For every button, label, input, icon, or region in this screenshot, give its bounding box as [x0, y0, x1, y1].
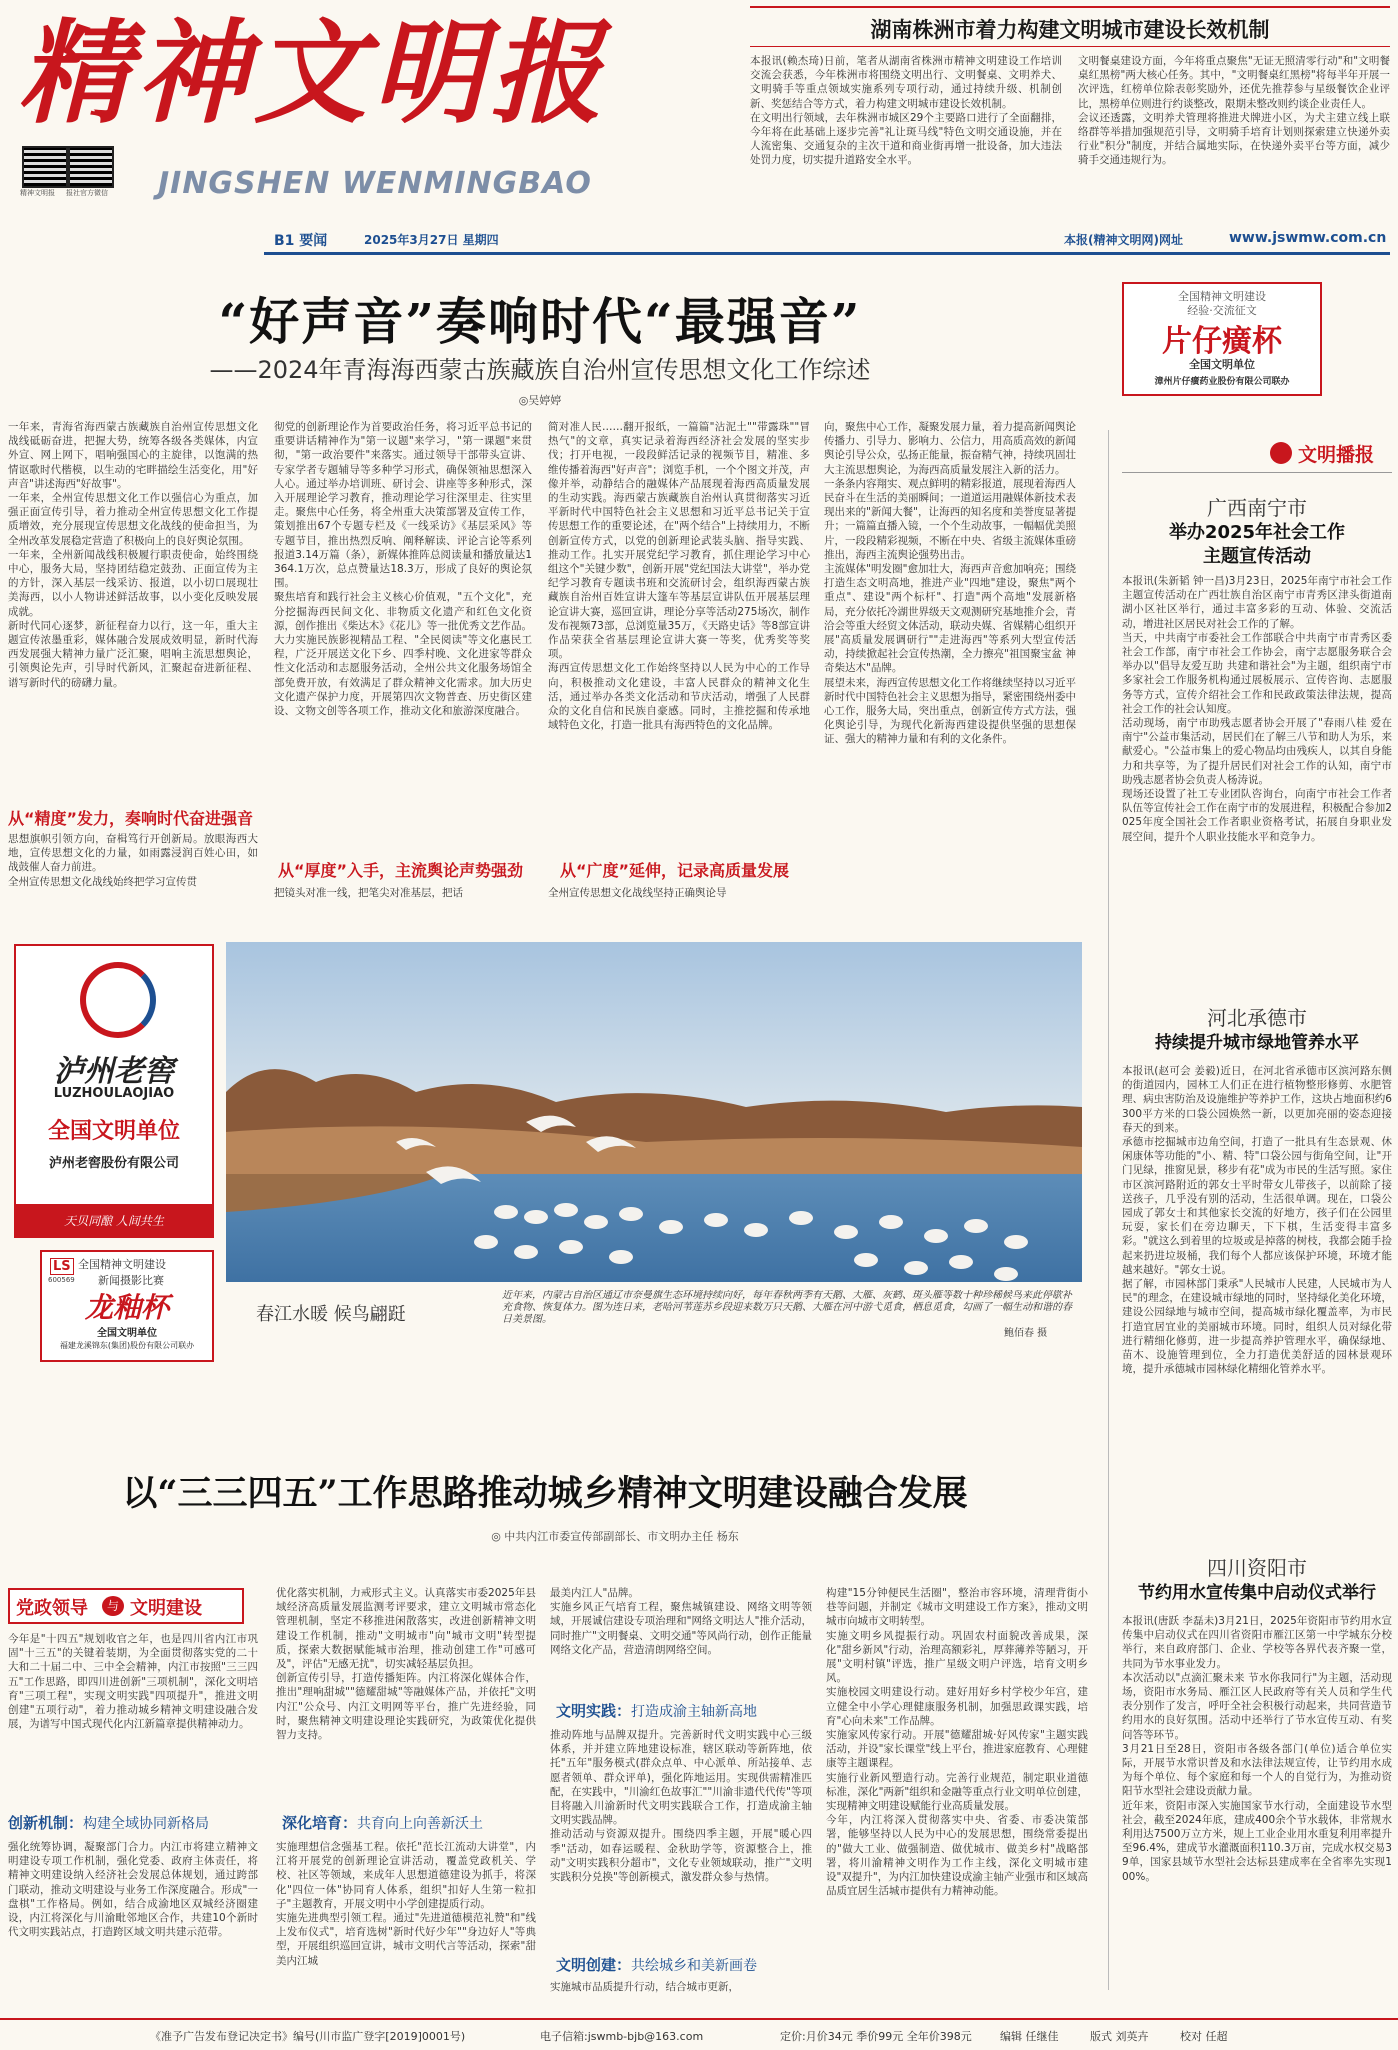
lead-col3b: 全州宣传思想文化战线坚持正确舆论导 — [548, 887, 727, 899]
masthead — [0, 0, 740, 201]
footer — [0, 2018, 1398, 2050]
footer-proof: 校对 任超 — [1180, 2030, 1228, 2043]
masthead-title: 精神文明报 — [18, 8, 608, 139]
photo-caption-title: 春江水暖 候鸟翩跹 — [256, 1304, 406, 1325]
top-story-col1: 本报讯(赖杰琦)日前，笔者从湖南省株洲市精神文明建设工作培训交流会获悉，今年株洲市将围绕文明出行、文明餐桌、文明养犬、文明骑手等重点领域实施系列专项行动，通过持续升级、机制创新、奖惩结合等方式，着力构建文明城市建设长效机制。 在文明出行领域，去年株洲市城区29个主要路口进行了全面翻排，今年将在此基础上逐步完善"礼让斑马线"特色文明交通设施，并在人流密集、交通复杂的主次干道和商业街再增一批设备，加大违法处罚力度，切实提升道路安全水平。 — [750, 55, 1062, 167]
second-subhead-1a: 创新机制： — [8, 1814, 84, 1832]
br3-title2: 节约用水宣传集中启动仪式举行 — [1138, 1583, 1376, 1603]
br1-title1: 广西南宁市 — [1207, 496, 1307, 520]
luzhou-company: 泸州老窖股份有限公司 — [48, 1156, 179, 1171]
top-story-title: 湖南株洲市着力构建文明城市建设长效机制 — [870, 18, 1270, 42]
lead-byline: ◎吴婷婷 — [518, 394, 562, 407]
br2-text: 本报讯(赵可会 姜毅)近日，在河北省承德市区滨河路东侧的街道园内，园林工人们正在进行植物整形修剪、水肥管理、病虫害防治及设施维护等养护工作，这块占地面积约6300平方米的口袋公园焕然一新，以更加亮丽的姿态迎接春天的到来。 承德市挖掘城市边角空间，打造了一批具有生态景观、休闲康体等功能的"小、精、特"口袋公园与街角空间，让"开门见绿，推窗见景，移步有花"成为市民的生活写照。家住市区滨河路附近的郭女士平时带女儿带孩子，以前除了接送孩子，几乎没有别的活动，生活很单调。现在，口袋公园成了郭女士和其他家长交流的好地方，孩子们在公园里玩耍，家长们在旁边聊天，下下棋，生活变得丰富多彩。"就这么到着里的垃圾或是掉落的树枝，我都会随手捡起来扔进垃圾桶，我们每个人都应该保护环境，环境才能越来越好。"郭女士说。 据了解，市园林部门秉承"人民城市人民建，人民城市为人民"的理念，在建设城市绿地的同时，坚持绿化美化环境，建设公园绿地与城市空间，提高城市绿化覆盖率，为市民打造宜居宜业的美丽城市环境。同时，组织人员对绿化带进行精细化修剪，进一步提高养护管理水平，确保绿地、苗木、设施管理到位，全力打造优美舒适的园林景观环境，提升承德城市园林绿化精细化管养水平。 — [1122, 1065, 1392, 1376]
section-label: B1 要闻 — [274, 233, 328, 249]
lead-col1b: 思想旗帜引领方向，奋楫笃行开创新局。放眼海西大地，宣传思想文化的力量，如雨露浸润百姓心田，如战鼓催人奋力前进。 全州宣传思想文化战线始终把学习宣传贯 — [8, 833, 258, 888]
ad1-line1: 全国精神文明建设 — [1178, 290, 1266, 303]
second-col3b: 推动阵地与品牌双提升。完善新时代文明实践中心三级体系，并并建立阵地建设标准，辖区联动等新阵地，依托"五年"服务模式(群众点单、中心派单、所站接单、志愿者领单、群众评单)，强化阵地运用。实现供需精准匹配，在实践中，"川渝红色故事汇""川渝非遗代代传"等项目将融入川渝新时代文明实践联合工作，打造成渝主轴文明实践品牌。 推动活动与资源双提升。围绕四季主题，开展"暖心四季"活动，如春运暖程、金秋助学等，资源整合上，推动"文明实践积分超市"，文化专业领域联动，推广"文明实践积分兑换"等创新模式，激发群众参与热情。 — [550, 1729, 812, 1884]
br3-text: 本报讯(唐跃 李磊未)3月21日，2025年资阳市节约用水宣传集中启动仪式在四川省资阳市雁江区第一中学城东分校举行，来自政府部门、企业、学校等各界代表齐聚一堂，共同为节水事业发力。 本次活动以"点滴汇聚未来 节水你我同行"为主题，活动现场，资阳市水务局、雁江区人民政府等有关人员和学生代表分别作了发言，呼吁全社会积极行动起来，共同营造节约用水的良好氛围。活动中还举行了节水宣传互动、有奖问答等环节。 3月21日至28日，资阳市各级各部门(单位)适合单位实际，开展节水常识普及和水法律法规宣传，让节约用水成为每个单位、每个家庭和每一个人的自觉行为，为推动资阳节水型社会建设贡献力量。 近年来，资阳市深入实施国家节水行动，全面建设节水型社会，截至2024年底，建成400余个节水载体，非常规水利用达7500万立方米，规上工业企业用水重复利用率提升至96.4%，建成节水灌溉面积110.3万亩，完成水权交易39单，国家县域节水型社会达标县建成率在全省率先实现100%。 — [1122, 1615, 1392, 1883]
photo-svg — [226, 942, 1082, 1338]
photo-caption-text: 近年来，内蒙古自治区通辽市奈曼旗生态环境持续向好，每年春秋两季有天鹅、大雁、灰鹤、斑头雁等数十种珍稀候鸟来此停歇补充食物、恢复体力。图为连日来，老哈河苇莲苏乡段迎来数万只天鹅、大雁在河中游弋觅食，栖息觅食，勾画了一幅生动和谐的春日美景图。 — [502, 1290, 1072, 1325]
second-subhead-4b: 共绘城乡和美新画卷 — [631, 1958, 758, 1974]
photo-credit: 鲍佰春 摄 — [1004, 1328, 1048, 1338]
br2-title2: 持续提升城市绿地管养水平 — [1155, 1033, 1359, 1053]
lead-subtitle: ——2024年青海海西蒙古族藏族自治州宣传思想文化工作综述 — [209, 356, 871, 384]
ad1-line2: 经验·交流征文 — [1187, 304, 1257, 317]
top-story-col2: 文明餐桌建设方面，今年将重点聚焦"无证无照清零行动"和"文明餐桌红黑榜"两大核心任务。其中，"文明餐桌红黑榜"将每半年开展一次评选，红榜单位除表彰奖励外，还优先推荐参与星级餐饮企业评比，黑榜单位则进行约谈整改，限期未整改则约谈企业责任人。 会议还透露，文明养犬管理将推进犬牌进小区，为犬主建立线上联络群等举措加强规范引导，文明骑手培育计划则探索建立快递外卖行业"积分"制度，并结合属地实际，在快递外卖平台等方面，减少骑手交通违规行为。 — [1078, 55, 1390, 167]
qr-code-1 — [22, 146, 68, 188]
second-subhead-3 — [556, 1700, 816, 1721]
lead-col3: 简对准人民……翻开报纸，一篇篇"沾泥土""带露珠""冒热气"的文章，真实记录着海西经济社会发展的坚实步伐；打开电视，一段段鲜活记录的视频节目，精准、多维传播着海西"好声音"；浏览手机，一个个图文并茂，声像并举，动静结合的融媒体产品展现着海西高质量发展的生动实践。海西蒙古族藏族自治州认真贯彻落实习近平新时代中国特色社会主义思想和习近平总书记关于宣传思想工作的重要论述，在"两个结合"上持续用力，不断创新宣传方式，以党的创新理论武装头脑、指导实践、推动工作。扎实开展党纪学习教育，抓住理论学习中心组这个"关键少数"，创新开展"党纪国法大讲堂"，举办党纪学习教育专题读书班和交流研讨会，组织海西蒙古族藏族自治州百姓宣讲大篷车等基层宣讲队伍开展基层理论宣讲大赛，巡回宣讲，理论分享等活动275场次，制作发布视频73部，总浏览量35万，《天路史话》等8部宣讲作品荣获全省基层理论宣讲大赛一等奖，优秀奖等奖项。 海西宣传思想文化工作始终坚持以人民为中心的工作导向，积极推动文化建设，丰富人民群众的精神文化生活，通过举办各类文化活动和节庆活动，增强了人民群众的文化自信和民族自豪感。同时，主推挖掘和传承地域特色文化，打造一批具有海西特色的文化品牌。 — [548, 421, 810, 732]
broadcast-icon — [1270, 442, 1292, 464]
footer-price: 定价:月价34元 季价99元 全年价398元 — [780, 2030, 972, 2043]
ad-luzhou — [14, 944, 214, 1238]
longzhou-badge: LS — [50, 1258, 74, 1275]
banner-mid: 与 — [102, 1596, 124, 1616]
ad1-unit: 全国文明单位 — [1189, 358, 1255, 371]
longzhou-code: 600569 — [48, 1276, 75, 1284]
qr-label-1: 精神文明报 — [20, 189, 55, 197]
second-banner — [8, 1588, 244, 1624]
photo-swans — [226, 942, 1082, 1338]
longzhou-brand: 龙釉杯 — [84, 1291, 169, 1324]
lead-subhead-2: 从“厚度”入手，主流舆论声势强劲 — [278, 861, 524, 880]
lead-subhead-1: 从“精度”发力，奏响时代奋进强音 — [8, 809, 254, 828]
second-subhead-1b: 构建全域协同新格局 — [83, 1816, 210, 1832]
site-label: 本报(精神文明网)网址 — [1064, 233, 1183, 247]
lead-col4: 向，聚焦中心工作，凝聚发展力量，着力提高新闻舆论传播力、引导力、影响力、公信力，用高质高效的新闻舆论引导公众，弘扬正能量，振奋精气神，持续巩固壮大主流思想舆论，为海西高质量发展注入新的活力。 一条条内容翔实、观点鲜明的精彩报道，展现着海西人民奋斗在生活的美丽瞬间；一道道运用融媒体新技术表现出来的"新闻大餐"，让海西的知名度和美誉度显著提升；一篇篇直播入镜，一个个生动故事，一幅幅优美照片，一段段精彩视频，不断在中央、省级主流媒体重磅推出，海西主流舆论强势出击。 主流媒体"明发圈"愈加壮大，海西声音愈加响亮；围绕打造生态文明高地，推进产业"四地"建设，聚焦"两个重点"、建设"两个标杆"、打造"两个高地"发展新格局，充分依托冷湖世界级天文观测研究基地推介会，青洽会等重大经贸文体活动，联动央媒、省媒精心组织开展"高质量发展调研行""走进海西"等系列大型宣传活动，持续掀起社会宣传热潮，全力擦亮"祖国聚宝盆 神奇柴达木"品牌。 展望未来，海西宣传思想文化工作将继续坚持以习近平新时代中国特色社会主义思想为指导，紧密围绕州委中心工作，服务大局，突出重点，创新宣传方式方法，强化舆论引导，为现代化新海西建设提供坚强的思想保证、强大的精神力量和有利的文化条件。 — [824, 421, 1076, 746]
broadcast-label: 文明播报 — [1298, 444, 1375, 466]
second-subhead-4a: 文明创建： — [556, 1956, 632, 1974]
banner-right: 文明建设 — [130, 1598, 202, 1619]
footer-layout: 版式 刘英卉 — [1090, 2030, 1149, 2043]
footer-license: 《准予广告发布登记决定书》编号(川市监广登字[2019]0001号) — [150, 2030, 466, 2043]
ad-longzhou — [40, 1250, 214, 1362]
lead-headline: “好声音”奏响时代“最强音” — [218, 292, 862, 351]
second-subhead-2a: 深化培育： — [282, 1814, 358, 1832]
lead-subhead-3: 从“广度”延伸，记录高质量发展 — [560, 861, 790, 880]
second-col4: 构建"15分钟便民生活圈"，整治市容环境，清理背街小巷等问题，并制定《城市文明建设工作方案》，推动文明城市向城市文明转型。 实施文明乡风提振行动。巩固农村面貌改善成果，深化"甜乡新风"行动，治理高额彩礼，厚葬薄养等陋习，开展"文明村镇"评选，推广星级文明户评选，培育文明乡风。 实施校园文明建设行动。建好用好乡村学校少年宫，建立健全中小学心理健康服务机制，加强思政课实践，培育"心向未来"工作品牌。 实施家风传家行动。开展"德耀甜城·好风传家"主题实践活动，并设"家长课堂"线上平台，推进家庭教育、心理健康等主题课程。 实施行业新风塑造行动。完善行业规范，制定职业道德标准，深化"两新"组织和金融等重点行业文明单位创建，实现精神文明建设赋能行业高质量发展。 今年，内江将深入贯彻落实中央、省委、市委决策部署，能够坚持以人民为中心的发展思想，围绕常委提出的"做大工业、做强制造、做优城市、做美乡村"战略部署，将川渝精神文明作为工作主线，深化文明城市建设"双提升"，为内江加快建设成渝主轴产业强市和区域高品质宜居生活城市提供有力精神动能。 — [826, 1587, 1088, 1898]
longzhou-company: 福建龙溪锦东(集团)股份有限公司联办 — [59, 1341, 195, 1350]
lead-col1: 一年来，青海省海西蒙古族藏族自治州宣传思想文化战线砥砺奋进，把握大势，统筹各级各类媒体，内宣外宣、网上网下，唱响强国心的主旋律，以饱满的热情讴歌时代楷模，以生动的宅畔描绘生活变化，用"好声音"讲述海西"好故事"。 一年来，全州宣传思想文化工作以强信心为重点，加强正面宣传引导，着力推动全州宣传思想文化工作提质增效，充分展现宣传思想文化战线的使命担当，为全州改革发展稳定营造了积极向上的良好舆论氛围。 一年来，全州新闻战线积极履行职责使命，始终围绕中心，服务大局，坚持团结稳定鼓劲、正面宣传为主的方针，深入基层一线采访、报道，以小切口展现壮美海西，以小人物讲述鲜活故事，以小变化反映发展成就。 新时代同心逐梦，新征程奋力以行，这一年，重大主题宣传浓墨重彩，媒体融合发展成效明显，新时代海西发展强大精神力量广泛汇聚，唱响主流思想舆论，引领舆论先声，引导时代新风，汇聚起奋进新征程、谱写新时代的磅礴力量。 — [8, 421, 258, 689]
footer-editor: 编辑 任继佳 — [1000, 2030, 1059, 2043]
lead-col2b: 把镜头对准一线，把笔尖对准基层，把话 — [274, 887, 463, 899]
second-col3c: 实施城市品质提升行动，结合城市更新， — [550, 1981, 739, 1993]
second-col2b: 实施理想信念强基工程。依托"范长江流动大讲堂"，内江将开展党的创新理论宣讲活动，覆盖党政机关、学校、社区等领域，来成年人思想道德建设为抓手，将深化"四位一体"协同育人体系，组织"扣好人生第一粒扣子"主题教育，开展文明中小学创建提质行动。 实施先进典型引领工程。通过"先进道德模范礼赞"和"线上发布仪式"，培育选树"新时代好少年""身边好人"等典型，开展组织巡回宣讲，城市文明代言等活动，探索"甜美内江城 — [276, 1841, 536, 1967]
second-col2: 优化落实机制，力戒形式主义。认真落实市委2025年县域经济高质量发展监测考评要求，建立文明城市常态化管理机制，坚定不移推进闲散落实，改进创新精神文明建设工作机制，推动"文明城市"向"城市文明"转型提质，探索大数据赋能城市治理，推动创建工作"可感可及"，评估"无感无扰"，切实减轻基层负担。 创新宣传引导，打造传播矩阵。内江将深化媒体合作，推出"理响甜城""德耀甜城"等融媒体产品，并依托"文明内江"公众号、内江文明网等平台，推广先进经验，同时，聚焦精神文明建设理论实践研究，为政策优化提供智力支持。 — [276, 1587, 536, 1742]
top-story — [750, 6, 1390, 220]
luzhou-brand: 泸州老窖 — [54, 1054, 174, 1089]
luzhou-pinyin: LUZHOULAOJIAO — [53, 1086, 175, 1101]
second-headline: 以“三三四五”工作思路推动城乡精神文明建设融合发展 — [122, 1473, 968, 1514]
br2-title1: 河北承德市 — [1207, 1006, 1307, 1030]
site-url[interactable]: www.jswmw.com.cn — [1229, 230, 1387, 246]
ad1-company: 漳州片仔癀药业股份有限公司联办 — [1154, 377, 1290, 387]
second-col3: 最美内江人"品牌。 实施乡风正气培育工程，聚焦城镇建设、网络文明等领域，开展诚信建设专项治理和"网络文明达人"推介活动，同时推广"文明餐桌、文明交通"等风尚行动，创作正能量网络文化产品，营造清朗网络空间。 — [550, 1587, 812, 1656]
br1-text: 本报讯(朱新韬 钟一昌)3月23日，2025年南宁市社会工作主题宣传活动在广西壮族自治区南宁市青秀区津头街道南湖小区社区举行，通过丰富多彩的互动、体验、交流活动，增进社区居民对社会工作的了解。 当天，中共南宁市委社会工作部联合中共南宁市青秀区委社会工作部，南宁市社会工作协会，南宁志愿服务联合会举办以"倡导友爱互助 共建和谐社会"为主题，组织南宁市多家社会工作服务机构通过展板展示、宣传咨询、志愿服务等方式，宣传介绍社会工作和民政政策法律法规，提高社会工作的社会认知度。 活动现场，南宁市助残志愿者协会开展了"春雨八桂 爱在南宁"公益市集活动，居民们在了解三八节和助人为乐，来献爱心。"公益市集上的爱心物品均由残疾人，以其自身能力和共享等，为了提升居民们对社会工作的认知，南宁市助残志愿者协会负责人杨涛说。 现场还设置了社工专业团队咨询台，向南宁市社会工作者队伍等宣传社会工作在南宁市的发展进程，积极配合参加2025年度全国社会工作者职业资格考试，拓展自身职业发展空间，提升个人职业技能水平和竞争力。 — [1122, 575, 1392, 843]
br1-title2: 举办2025年社会工作 — [1168, 522, 1346, 543]
luzhou-logo — [80, 962, 156, 1038]
broadcast-header — [1122, 436, 1392, 473]
qr-label-2: 报社官方微信 — [66, 189, 108, 197]
ad1-brand: 片仔癀杯 — [1162, 324, 1282, 359]
longzhou-line1: 全国精神文明建设 — [78, 1258, 166, 1271]
br1-title3: 主题宣传活动 — [1203, 546, 1311, 567]
second-subhead-2 — [282, 1812, 542, 1833]
second-col1: 今年是"十四五"规划收官之年，也是四川省内江市巩固"十三五"的关键着装期，为全面贯彻落实党的二十大和二十届二中、三中全会精神，内江市按照"三三四五"工作思路，即四川进创新"三项机制"，深化文明培育"三项工程"，实现文明实践"四项提升"，推进文明创建"五项行动"，着力推动城乡精神文明建设融合发展，为谱写中国式现代化内江新篇章提供精神动力。 — [8, 1633, 258, 1731]
masthead-pinyin: JINGSHEN WENMINGBAO — [158, 166, 592, 201]
lead-col2: 彻党的创新理论作为首要政治任务，将习近平总书记的重要讲话精神作为"第一议题"来学习，"第一课题"来贯彻，"第一政治要件"来落实。通过领导干部带头宣讲、专家学者专题辅导等多种学习形式，确保领袖思想深入人心。通过举办培训班、研讨会、讲座等多种形式，深入开展理论学习教育，推动理论学习往深里走、往实里走。聚焦中心任务，将全州重大决策部署及宣传工作，策划推出67个专题专栏及《一线采访》《基层采风》等专题节目，推出热烈反响、阐释解读、评论言论等系列报道3.14万篇（条），新媒体推阵总阅读量和播放量达1364.1万次，总点赞量达18.3万，形成了良好的舆论氛围。 聚焦培育和践行社会主义核心价值观，"五个文化"，充分挖掘海西民间文化、非物质文化遗产和红色文化资源，创作推出《柴达木》《花儿》等一批优秀文艺作品。大力实施民族影视精品工程、"全民阅读"等文化惠民工程，广泛开展送文化下乡、四季村晚、文化进家等群众性文化活动和志愿服务活动，全州公共文化服务场馆全部免费开放，有效满足了群众精神文化需求。加大历史文化遗产保护力度，开展第四次文物普查、历史街区建设、文物文创等各项工作，推动文化和旅游深度融合。 — [274, 421, 532, 718]
luzhou-unit: 全国文明单位 — [47, 1119, 180, 1144]
issue-date: 2025年3月27日 星期四 — [364, 233, 499, 247]
second-subhead-2b: 共育向上向善新沃土 — [357, 1816, 484, 1832]
second-byline: ◎ 中共内江市委宣传部副部长、市文明办主任 杨东 — [491, 1530, 739, 1543]
second-subhead-3a: 文明实践： — [556, 1702, 632, 1720]
qr-code-2 — [68, 146, 114, 188]
second-subhead-3b: 打造成渝主轴新高地 — [631, 1704, 758, 1720]
br3-title1: 四川资阳市 — [1207, 1556, 1307, 1580]
footer-email[interactable]: 电子信箱:jswmb-bjb@163.com — [540, 2030, 704, 2043]
luzhou-slogan: 天贝同酿 人间共生 — [64, 1214, 164, 1228]
ad-pianzaihuang — [1122, 282, 1322, 396]
second-subhead-4 — [556, 1954, 816, 1975]
second-col1b: 强化统筹协调，凝聚部门合力。内江市将建立精神文明建设专项工作机制，强化党委、政府主体责任，将精神文明建设纳入经济社会发展总体规划，通过跨部门联动，推动文明建设与业务工作深度融合。形成"一盘棋"工作格局。例如，结合成渝地区双城经济圈建设，内江将深化与川渝毗邻地区合作，共建10个新时代文明实践站点，打造跨区域文明共建示范带。 — [8, 1841, 258, 1939]
date-bar — [264, 228, 1390, 255]
second-subhead-1 — [8, 1812, 268, 1833]
luzhou-slogan-bar — [16, 1204, 212, 1236]
longzhou-unit: 全国文明单位 — [97, 1328, 157, 1339]
banner-left: 党政领导 — [16, 1598, 88, 1619]
longzhou-line2: 新闻摄影比赛 — [98, 1274, 164, 1287]
